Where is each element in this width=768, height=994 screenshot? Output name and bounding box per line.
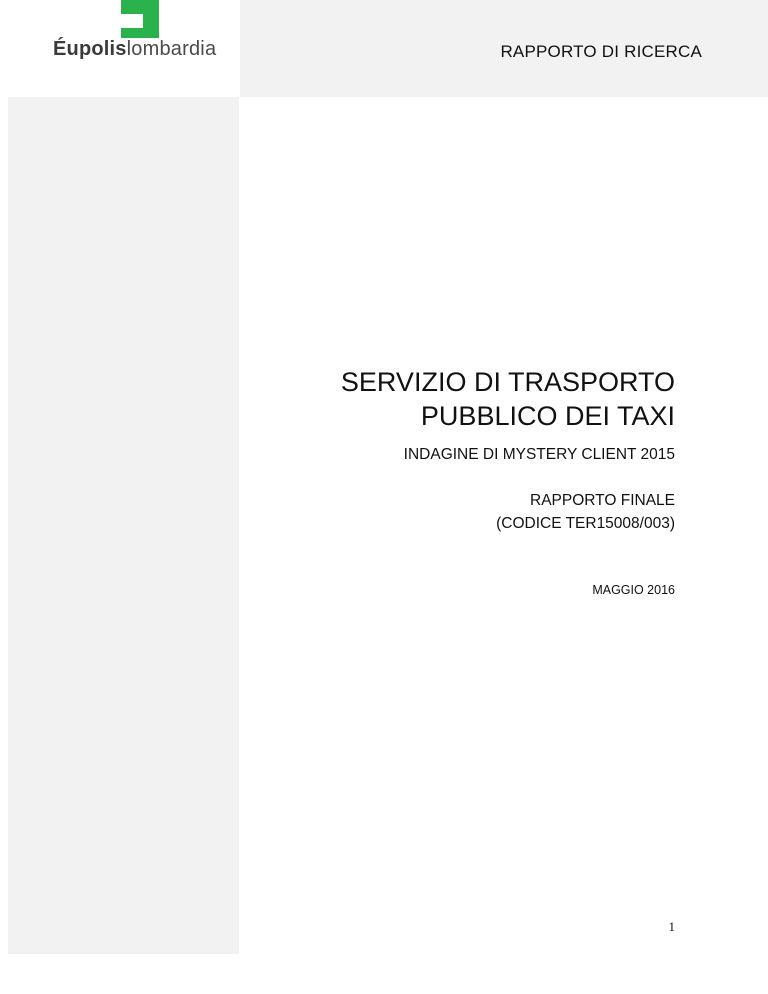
subtitle: INDAGINE DI MYSTERY CLIENT 2015: [403, 446, 675, 463]
logo-name-light: lombardia: [126, 38, 217, 60]
logo-wordmark: [53, 38, 216, 61]
left-sidebar-band: [8, 97, 239, 954]
eupolis-logo: [53, 0, 233, 70]
report-block: [496, 489, 675, 535]
title-line-2: PUBBLICO DEI TAXI: [420, 401, 675, 431]
publication-date: MAGGIO 2016: [592, 583, 675, 597]
document-type: RAPPORTO DI RICERCA: [500, 42, 702, 61]
report-title: RAPPORTO FINALE: [530, 492, 675, 509]
title-line-1: SERVIZIO DI TRASPORTO: [340, 367, 675, 397]
report-code: (CODICE TER15008/003): [496, 515, 675, 532]
page-number: 1: [668, 919, 675, 934]
title-block: [255, 365, 675, 464]
logo-name-bold: Éupolis: [53, 38, 127, 60]
logo-mark-icon: [121, 0, 159, 38]
